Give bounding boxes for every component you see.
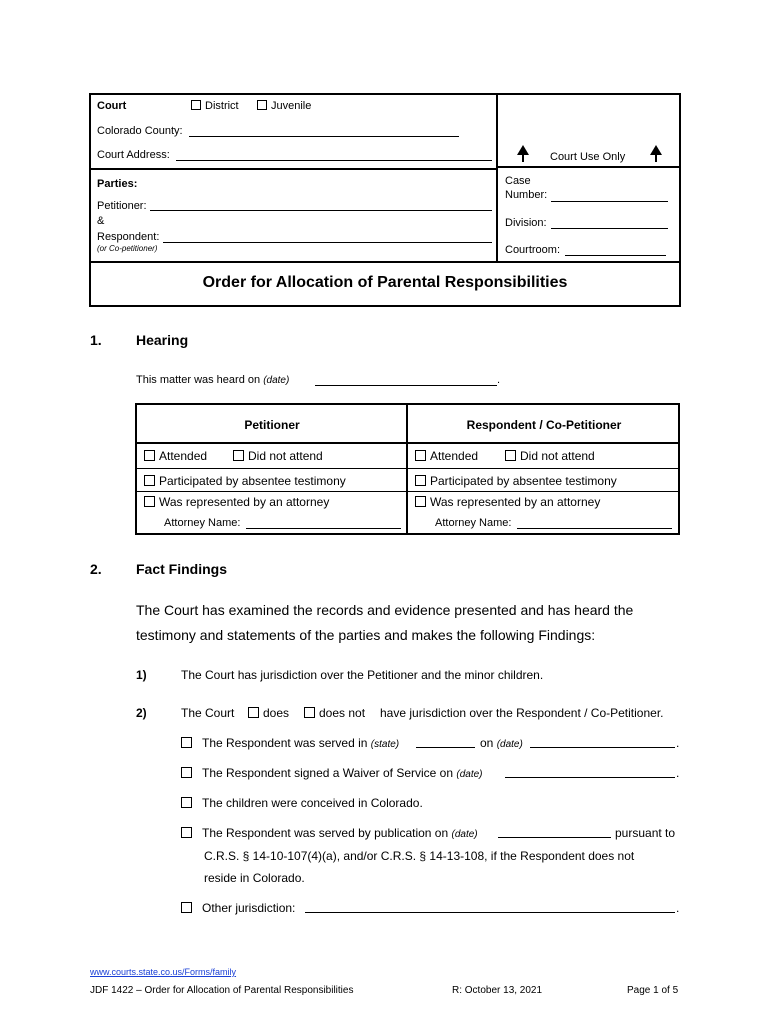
pet-absentee-checkbox[interactable]	[144, 475, 155, 486]
division-field[interactable]	[551, 228, 668, 229]
served-date-field[interactable]	[530, 747, 675, 748]
resp-did-not-attend-option[interactable]: Did not attend	[505, 449, 595, 463]
parties-label: Parties:	[97, 178, 138, 190]
does-not-option[interactable]: does not	[304, 706, 365, 720]
resp-absentee-option[interactable]: Participated by absentee testimony	[415, 474, 617, 488]
hearing-period: .	[497, 374, 501, 386]
waiver-checkbox[interactable]	[181, 767, 192, 778]
served-on-text: on (date)	[480, 736, 523, 750]
does-not-checkbox[interactable]	[304, 707, 315, 718]
findings-intro-line-1: The Court has examined the records and evidence presented and has heard the	[136, 602, 634, 618]
arrow-stem-right	[655, 154, 657, 162]
case-label: Case	[505, 175, 531, 187]
pet-represented-checkbox[interactable]	[144, 496, 155, 507]
section1-number: 1.	[90, 332, 102, 348]
finding1-text: The Court has jurisdiction over the Petitioner and the minor children.	[181, 668, 544, 682]
publication-line-3: reside in Colorado.	[204, 871, 305, 885]
publication-line-2: C.R.S. § 14-10-107(4)(a), and/or C.R.S. § 14-13-108, if the Respondent does not	[204, 849, 635, 863]
respondent-label: Respondent:	[97, 231, 160, 243]
courtroom-field[interactable]	[565, 255, 666, 256]
pet-absentee-option[interactable]: Participated by absentee testimony	[144, 474, 346, 488]
waiver-date-field[interactable]	[505, 777, 675, 778]
served-state-field[interactable]	[416, 747, 475, 748]
section2-number: 2.	[90, 561, 102, 577]
arrow-stem-left	[522, 154, 524, 162]
caption-mid-line-right	[496, 166, 681, 168]
respondent-field[interactable]	[163, 242, 492, 243]
resp-represented-option[interactable]: Was represented by an attorney	[415, 495, 600, 509]
district-checkbox[interactable]	[191, 100, 201, 110]
publication-pursuant: pursuant to	[615, 826, 676, 840]
footer-form-id: JDF 1422 – Order for Allocation of Parental Responsibilities	[90, 985, 354, 996]
served-period: .	[676, 736, 680, 750]
petitioner-label: Petitioner:	[97, 200, 147, 212]
resp-represented-checkbox[interactable]	[415, 496, 426, 507]
other-jurisdiction-option[interactable]: Other jurisdiction:	[181, 901, 295, 915]
district-option[interactable]: District	[191, 100, 239, 112]
finding2-number: 2)	[136, 706, 147, 720]
courtroom-label: Courtroom:	[505, 244, 561, 256]
resp-attorney-name-label: Attorney Name:	[435, 517, 512, 529]
resp-attended-option[interactable]: Attended	[415, 449, 478, 463]
petitioner-column-header: Petitioner	[244, 418, 300, 432]
juvenile-option[interactable]: Juvenile	[257, 100, 311, 112]
resp-did-not-attend-checkbox[interactable]	[505, 450, 516, 461]
conceived-option[interactable]: The children were conceived in Colorado.	[181, 796, 423, 810]
court-use-only-label: Court Use Only	[550, 151, 626, 163]
section1-heading: Hearing	[136, 332, 189, 348]
waiver-option[interactable]: The Respondent signed a Waiver of Service on (date)	[181, 766, 483, 780]
finding2-prefix: The Court	[181, 706, 235, 720]
caption-divider	[496, 93, 498, 263]
page-title: Order for Allocation of Parental Responsibilities	[202, 274, 568, 291]
address-label: Court Address:	[97, 149, 170, 161]
resp-absentee-checkbox[interactable]	[415, 475, 426, 486]
resp-attorney-name-field[interactable]	[517, 528, 672, 529]
hearing-date-field[interactable]	[315, 385, 497, 386]
pet-represented-option[interactable]: Was represented by an attorney	[144, 495, 329, 509]
section2-heading: Fact Findings	[136, 561, 227, 577]
served-option[interactable]: The Respondent was served in (state)	[181, 736, 399, 750]
does-checkbox[interactable]	[248, 707, 259, 718]
caption-title-line	[89, 261, 681, 263]
publication-option[interactable]: The Respondent was served by publication on (date)	[181, 826, 478, 840]
heard-on-text: This matter was heard on (date)	[136, 374, 290, 386]
number-label: Number:	[505, 189, 548, 201]
table-row-line-1	[136, 468, 679, 469]
does-option[interactable]: does	[248, 706, 289, 720]
publication-date-field[interactable]	[498, 837, 611, 838]
address-field[interactable]	[176, 160, 492, 161]
pet-attended-checkbox[interactable]	[144, 450, 155, 461]
served-checkbox[interactable]	[181, 737, 192, 748]
waiver-period: .	[676, 766, 680, 780]
caption-mid-line-left	[89, 168, 498, 170]
findings-intro-line-2: testimony and statements of the parties and makes the following Findings:	[136, 627, 596, 643]
finding1-number: 1)	[136, 668, 147, 682]
ampersand: &	[97, 215, 105, 227]
pet-attended-option[interactable]: Attended	[144, 449, 207, 463]
petitioner-field[interactable]	[150, 210, 492, 211]
other-jurisdiction-checkbox[interactable]	[181, 902, 192, 913]
other-jurisdiction-field[interactable]	[305, 912, 675, 913]
conceived-checkbox[interactable]	[181, 797, 192, 808]
pet-did-not-attend-checkbox[interactable]	[233, 450, 244, 461]
division-label: Division:	[505, 217, 547, 229]
case-number-field[interactable]	[551, 201, 668, 202]
pet-attorney-name-field[interactable]	[246, 528, 401, 529]
respondent-column-header: Respondent / Co-Petitioner	[466, 418, 622, 432]
juvenile-checkbox[interactable]	[257, 100, 267, 110]
other-period: .	[676, 901, 680, 915]
copetitioner-note: (or Co-petitioner)	[97, 244, 158, 253]
finding2-suffix: have jurisdiction over the Respondent / Co-Petitioner.	[380, 706, 664, 720]
publication-checkbox[interactable]	[181, 827, 192, 838]
footer-page-number: Page 1 of 5	[627, 985, 679, 996]
table-header-line	[135, 442, 680, 444]
footer-revision: R: October 13, 2021	[452, 985, 543, 996]
pet-did-not-attend-option[interactable]: Did not attend	[233, 449, 323, 463]
resp-attended-checkbox[interactable]	[415, 450, 426, 461]
county-label: Colorado County:	[97, 125, 183, 137]
pet-attorney-name-label: Attorney Name:	[164, 517, 241, 529]
county-field[interactable]	[189, 136, 459, 137]
table-row-line-2	[136, 491, 679, 492]
court-label: Court	[97, 100, 127, 112]
footer-link[interactable]: www.courts.state.co.us/Forms/family	[90, 967, 237, 977]
